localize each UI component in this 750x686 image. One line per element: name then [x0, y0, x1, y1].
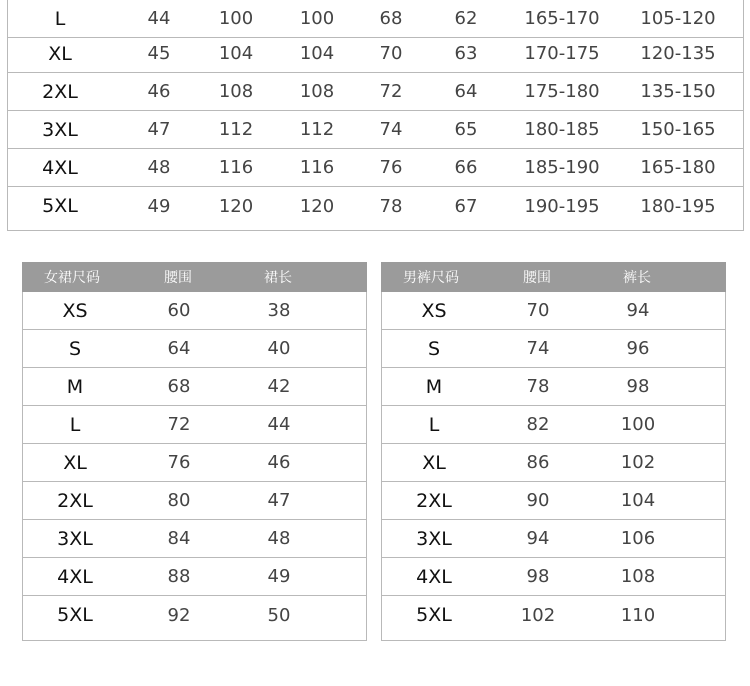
table-cell: 44 [147, 8, 171, 29]
size-cell: XS [62, 299, 88, 322]
skirt-size-table [22, 262, 367, 641]
header-cell: 腰围 [523, 270, 551, 286]
size-cell: M [66, 375, 84, 398]
size-cell: 4XL [57, 565, 93, 588]
table-cell: 64 [454, 81, 478, 102]
size-cell: XL [48, 42, 72, 65]
table-cell: 190-195 [524, 195, 600, 217]
table-cell: 180-185 [524, 119, 600, 140]
table-row [23, 330, 366, 368]
table-cell: 60 [167, 300, 191, 321]
table-row [23, 596, 366, 634]
table-cell: 40 [267, 338, 291, 359]
table-cell: 76 [379, 157, 403, 178]
table-cell: 38 [267, 300, 291, 321]
table-cell: 108 [620, 566, 656, 587]
table-cell: 86 [526, 452, 550, 473]
table-cell: 50 [267, 604, 291, 626]
table-cell: 62 [454, 8, 478, 29]
table-cell: 48 [147, 157, 171, 178]
pants-size-table [381, 262, 726, 641]
table-row [382, 406, 725, 444]
table-cell: 116 [218, 157, 254, 178]
table-row [382, 482, 725, 520]
table-cell: 70 [379, 43, 403, 64]
table-cell: 108 [218, 81, 254, 102]
table-row [382, 520, 725, 558]
table-cell: 44 [267, 414, 291, 435]
size-cell: 4XL [416, 565, 452, 588]
table-cell: 94 [526, 528, 550, 549]
table-row [8, 187, 743, 225]
size-cell: 3XL [57, 527, 93, 550]
table-row [8, 73, 743, 111]
size-cell: 5XL [416, 604, 452, 626]
table-cell: 98 [626, 376, 650, 397]
table-cell: 104 [218, 43, 254, 64]
table-cell: 180-195 [640, 195, 716, 217]
header-cell: 男裤尺码 [403, 270, 459, 286]
table-cell: 46 [267, 452, 291, 473]
table-cell: 46 [147, 81, 171, 102]
table-cell: 80 [167, 490, 191, 511]
table-cell: 72 [379, 81, 403, 102]
size-cell: 2XL [416, 489, 452, 512]
table-cell: 112 [218, 119, 254, 140]
size-cell: M [425, 375, 443, 398]
table-cell: 49 [267, 566, 291, 587]
table-cell: 116 [299, 157, 335, 178]
pants-table-header [381, 262, 726, 292]
table-cell: 150-165 [640, 119, 716, 140]
table-cell: 67 [454, 195, 478, 217]
table-cell: 74 [379, 119, 403, 140]
table-row [382, 368, 725, 406]
table-row [23, 444, 366, 482]
table-cell: 175-180 [524, 81, 600, 102]
size-cell: S [68, 337, 82, 360]
table-cell: 65 [454, 119, 478, 140]
size-cell: XS [421, 299, 447, 322]
table-cell: 82 [526, 414, 550, 435]
size-cell: L [54, 7, 66, 30]
table-cell: 42 [267, 376, 291, 397]
table-cell: 100 [218, 8, 254, 29]
skirt-table-header [22, 262, 367, 292]
table-cell: 94 [626, 300, 650, 321]
table-cell: 120 [218, 195, 254, 217]
table-cell: 102 [520, 604, 556, 626]
table-cell: 78 [526, 376, 550, 397]
table-cell: 112 [299, 119, 335, 140]
table-cell: 135-150 [640, 81, 716, 102]
table-cell: 104 [620, 490, 656, 511]
table-cell: 165-180 [640, 157, 716, 178]
table-cell: 84 [167, 528, 191, 549]
table-cell: 105-120 [640, 8, 716, 29]
size-chart-top-table [7, 0, 744, 231]
table-row [8, 111, 743, 149]
table-cell: 110 [620, 604, 656, 626]
table-cell: 64 [167, 338, 191, 359]
table-cell: 88 [167, 566, 191, 587]
table-cell: 47 [267, 490, 291, 511]
table-cell: 98 [526, 566, 550, 587]
table-cell: 47 [147, 119, 171, 140]
header-cell: 裤长 [623, 270, 651, 286]
table-cell: 70 [526, 300, 550, 321]
size-cell: L [69, 413, 81, 436]
header-cell: 女裙尺码 [44, 270, 100, 286]
table-cell: 120 [299, 195, 335, 217]
table-cell: 68 [379, 8, 403, 29]
table-row [23, 292, 366, 330]
size-cell: 2XL [42, 80, 78, 103]
table-cell: 108 [299, 81, 335, 102]
table-cell: 100 [299, 8, 335, 29]
size-cell: 4XL [42, 156, 78, 179]
size-cell: XL [63, 451, 87, 474]
table-row [8, 35, 743, 73]
size-cell: XL [422, 451, 446, 474]
table-row [23, 482, 366, 520]
table-cell: 100 [620, 414, 656, 435]
header-cell: 裙长 [264, 270, 292, 286]
table-cell: 120-135 [640, 43, 716, 64]
table-cell: 72 [167, 414, 191, 435]
table-row [382, 444, 725, 482]
table-cell: 90 [526, 490, 550, 511]
table-cell: 66 [454, 157, 478, 178]
size-cell: 5XL [57, 604, 93, 626]
size-cell: 3XL [42, 118, 78, 141]
table-row [382, 596, 725, 634]
table-row [8, 149, 743, 187]
table-cell: 63 [454, 43, 478, 64]
table-row [382, 330, 725, 368]
table-row [23, 558, 366, 596]
table-row [23, 520, 366, 558]
table-cell: 74 [526, 338, 550, 359]
size-cell: 3XL [416, 527, 452, 550]
table-row [23, 406, 366, 444]
table-cell: 92 [167, 604, 191, 626]
table-cell: 165-170 [524, 8, 600, 29]
table-row [23, 368, 366, 406]
size-cell: S [427, 337, 441, 360]
table-row [8, 0, 743, 38]
table-cell: 48 [267, 528, 291, 549]
table-cell: 68 [167, 376, 191, 397]
table-cell: 106 [620, 528, 656, 549]
size-cell: L [428, 413, 440, 436]
table-cell: 45 [147, 43, 171, 64]
table-row [382, 558, 725, 596]
table-cell: 78 [379, 195, 403, 217]
table-cell: 185-190 [524, 157, 600, 178]
table-cell: 104 [299, 43, 335, 64]
table-cell: 96 [626, 338, 650, 359]
table-cell: 170-175 [524, 43, 600, 64]
table-cell: 76 [167, 452, 191, 473]
table-cell: 49 [147, 195, 171, 217]
table-cell: 102 [620, 452, 656, 473]
size-cell: 2XL [57, 489, 93, 512]
size-cell: 5XL [42, 195, 78, 217]
table-row [382, 292, 725, 330]
header-cell: 腰围 [164, 270, 192, 286]
